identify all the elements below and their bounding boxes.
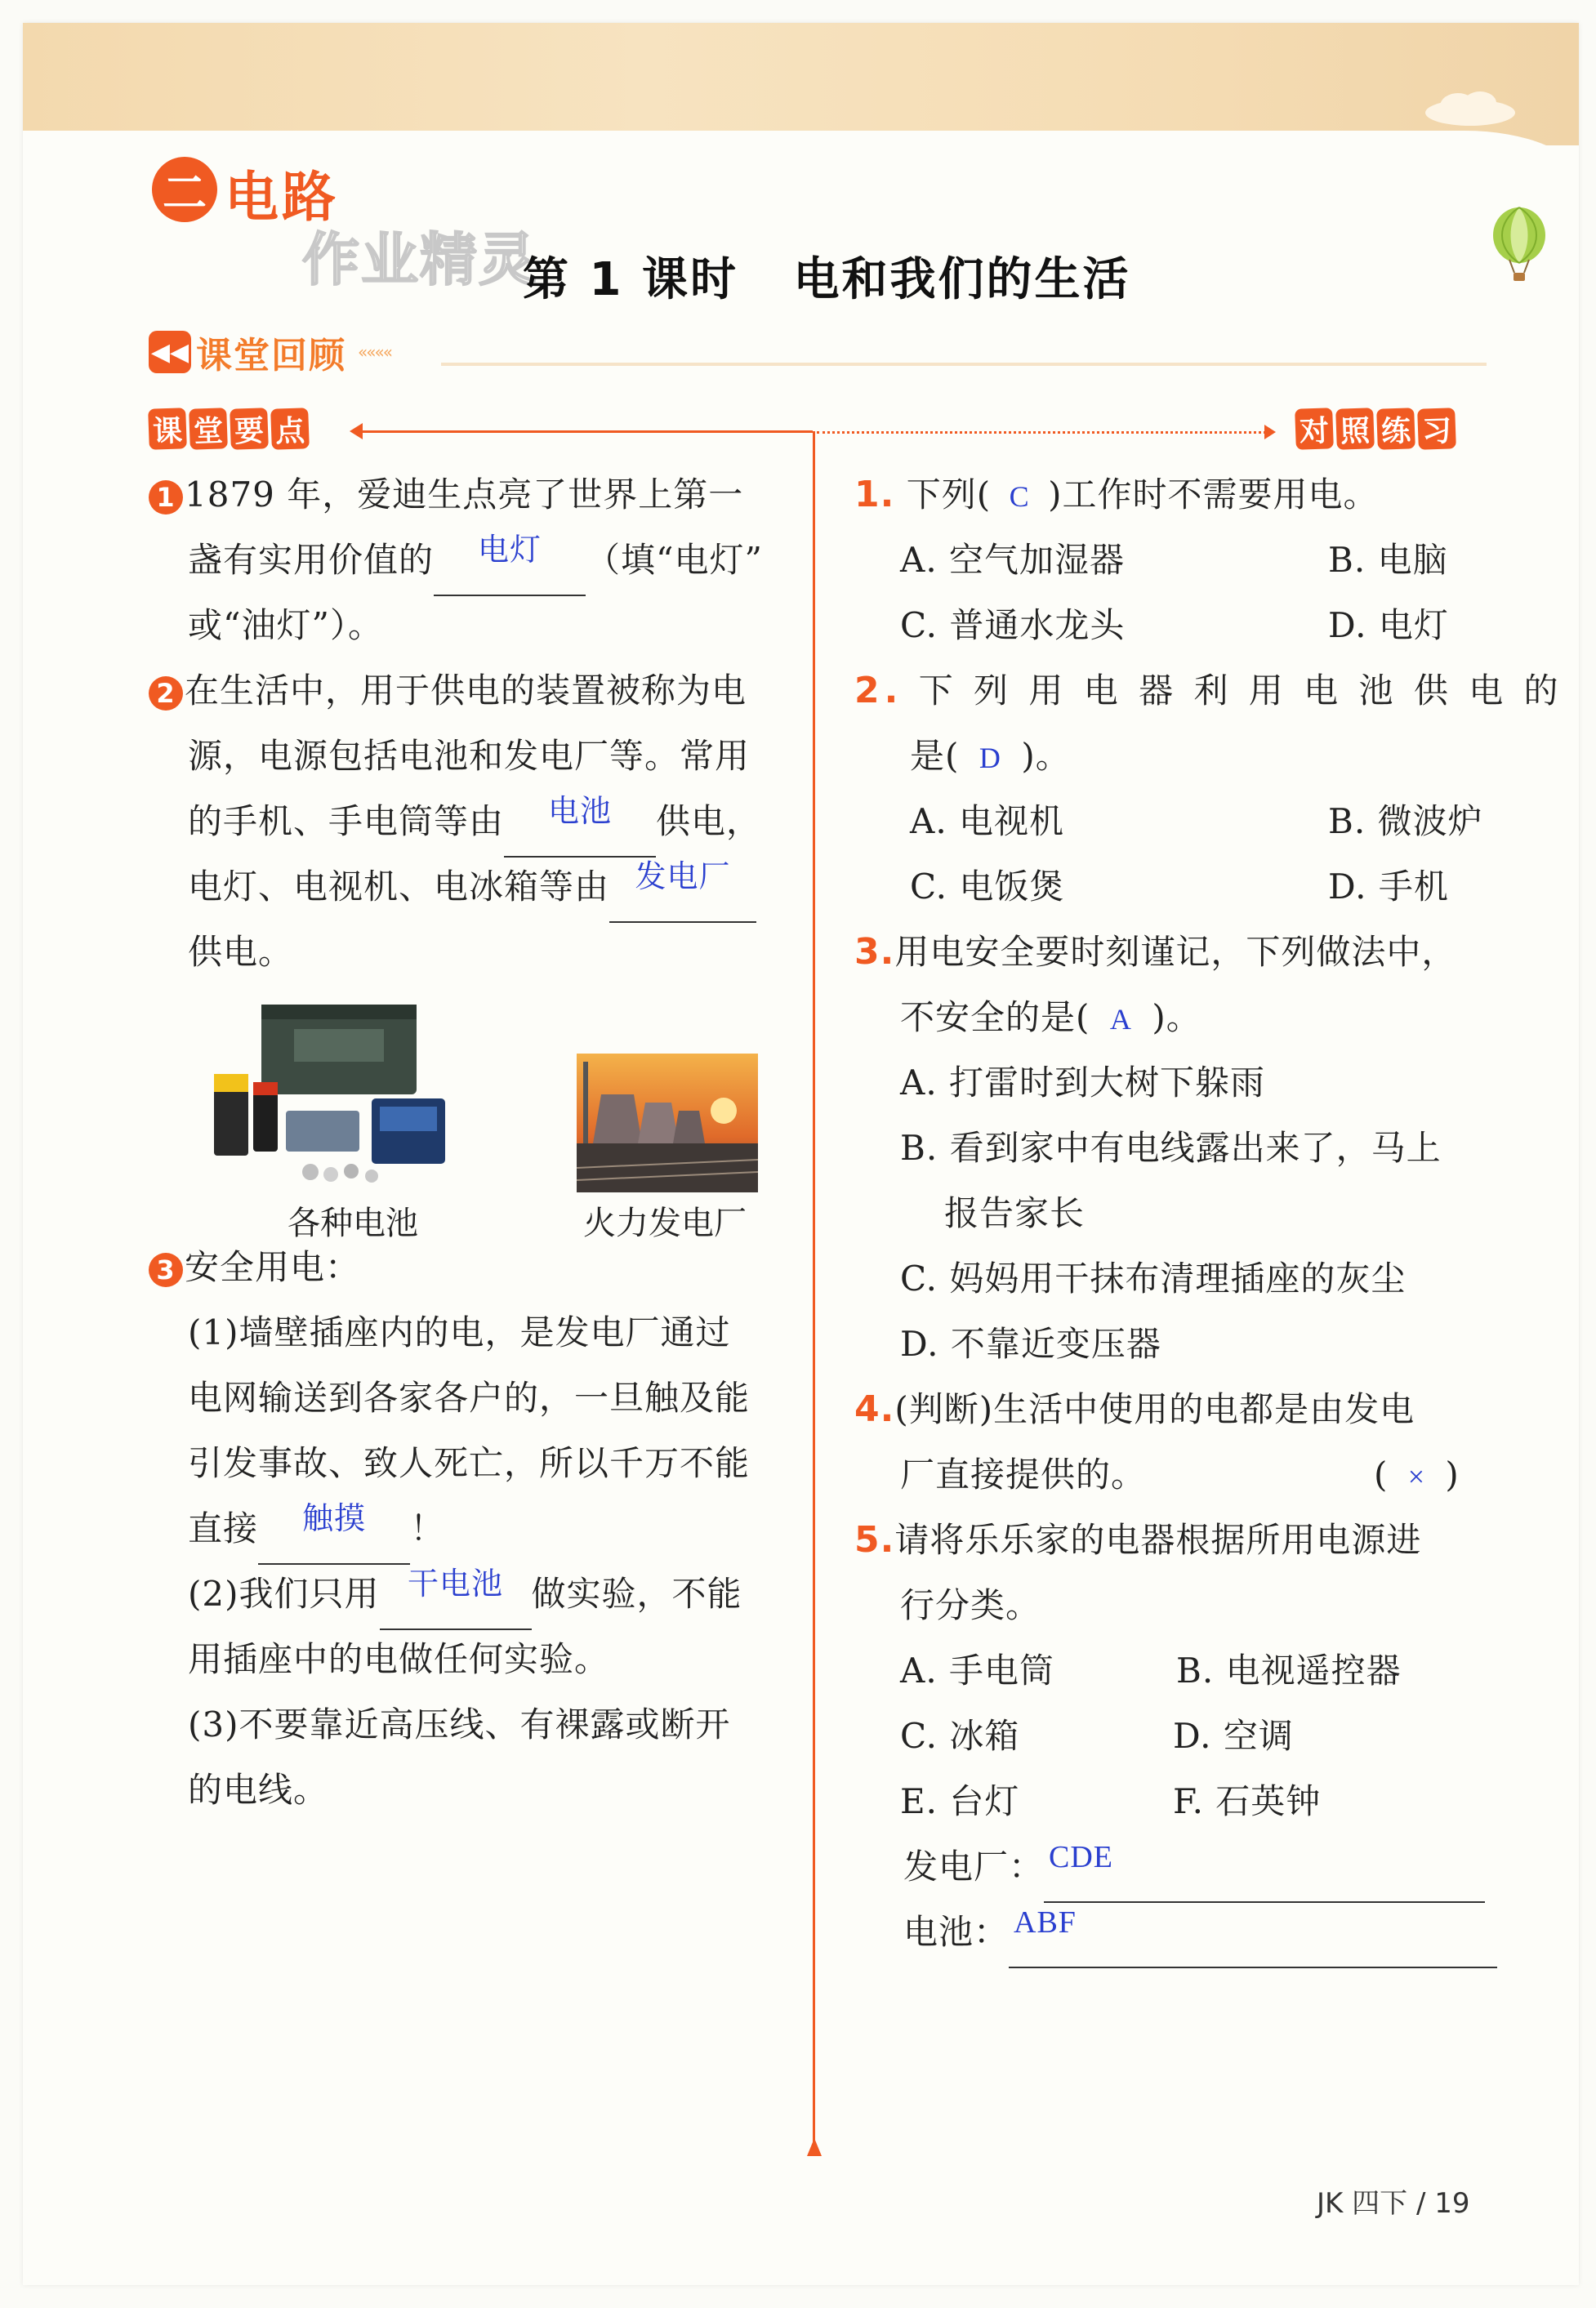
question-number: 5. (854, 1519, 895, 1561)
left-arrow-head-icon (350, 423, 363, 439)
lesson-title: 第 1 课时 电和我们的生活 (523, 253, 1131, 306)
point-3-line-6: 用插座中的电做任何实验。 (188, 1639, 610, 1679)
point-3-line-2: 电网输送到各家各户的，一旦触及能 (188, 1378, 751, 1418)
tag-char: 练 (1376, 408, 1415, 450)
chevron-decoration-icon: «««« (358, 342, 391, 362)
q5-option-d: D. 空调 (1173, 1716, 1294, 1756)
caption-batteries: 各种电池 (288, 1205, 418, 1242)
q3-option-a: A. 打雷时到大树下躲雨 (900, 1063, 1266, 1103)
answer-blank: 发电厂 (609, 854, 756, 923)
review-underline (441, 363, 1487, 366)
q1-option-d: D. 电灯 (1328, 605, 1449, 645)
q5-option-b: B. 电视遥控器 (1176, 1651, 1402, 1691)
q3-option-d: D. 不靠近变压器 (900, 1324, 1161, 1364)
left-arrow-line (359, 430, 813, 433)
q5-option-a: A. 手电筒 (900, 1651, 1055, 1691)
answer-blank: 电池 (504, 789, 656, 858)
question-5-stem: 5.请将乐乐家的电器根据所用电源进 (854, 1519, 1422, 1561)
point-3-line-3: 引发事故、致人死亡，所以千万不能 (188, 1443, 751, 1483)
unit-number-badge: 二 (152, 157, 217, 222)
answer-blank: 触摸 (258, 1496, 410, 1565)
q1-option-a: A. 空气加湿器 (900, 540, 1126, 580)
question-4-judge-bracket: ( × ) (1374, 1455, 1460, 1495)
q5-option-e: E. 台灯 (900, 1781, 1020, 1821)
question-3-stem: 3.用电安全要时刻谨记，下列做法中， (854, 931, 1457, 973)
tag-char: 课 (148, 408, 187, 450)
q1-option-c: C. 普通水龙头 (900, 605, 1126, 645)
point-2-line-3: 的手机、手电筒等由 电池 供电， (188, 789, 761, 858)
watermark: 作业精灵 (302, 226, 537, 293)
question-2-stem-line-2: 是( D )。 (910, 736, 1071, 776)
review-label: 课堂回顾 (196, 335, 346, 376)
q5-power-plant-row: 发电厂： CDE (903, 1834, 1485, 1903)
rewind-icon: ◀◀ (149, 331, 191, 373)
right-dotted-line (817, 431, 1266, 434)
answer-blank: CDE (1044, 1834, 1485, 1903)
question-number: 2. (854, 670, 903, 711)
point-3-line-1: (1)墙壁插座内的电，是发电厂通过 (188, 1312, 731, 1352)
review-section-bar (149, 327, 391, 377)
tag-char: 堂 (189, 408, 228, 450)
point-3-line-0: 3 安全用电： (149, 1235, 360, 1300)
q3-option-c: C. 妈妈用干抹布清理插座的灰尘 (900, 1259, 1407, 1299)
question-4-stem-line-2: 厂直接提供的。 (900, 1455, 1147, 1495)
page-number: JK 四下 / 19 (1317, 2187, 1470, 2220)
section-tag-practice (1295, 408, 1459, 449)
tag-char: 习 (1417, 408, 1456, 450)
column-divider (813, 431, 815, 2146)
caption-power-plant: 火力发电厂 (583, 1205, 747, 1242)
q1-option-b: B. 电脑 (1328, 540, 1448, 580)
point-2-line-4: 电灯、电视机、电冰箱等由 发电厂 (188, 854, 756, 923)
point-number-badge: 2 (149, 676, 183, 711)
batteries-image (204, 996, 531, 1192)
answer-blank: 电灯 (434, 528, 586, 596)
q5-option-f: F. 石英钟 (1173, 1781, 1322, 1821)
tag-char: 对 (1295, 408, 1334, 450)
hot-air-balloon-icon (1488, 206, 1550, 284)
cloud-icon (1421, 88, 1519, 129)
question-1-stem: 1. 下列( C )工作时不需要用电。 (854, 474, 1379, 515)
point-1-line-3: 或“油灯”）。 (188, 605, 383, 645)
q3-option-b-line-2: 报告家长 (944, 1193, 1086, 1233)
point-3-line-5: (2)我们只用 干电池 做实验，不能 (188, 1562, 742, 1630)
question-5-stem-line-2: 行分类。 (900, 1585, 1041, 1625)
point-3-line-4: 直接 触摸 ！ (188, 1496, 445, 1565)
question-3-stem-line-2: 不安全的是( A )。 (900, 997, 1201, 1037)
q2-option-c: C. 电饭煲 (910, 867, 1065, 907)
point-number-badge: 1 (149, 480, 183, 515)
answer-blank: 干电池 (380, 1562, 532, 1630)
tag-char: 照 (1335, 408, 1375, 450)
section-tag-key-points (149, 408, 312, 449)
tag-char: 点 (270, 408, 310, 450)
point-1-line-1: 1 1879 年，爱迪生点亮了世界上第一 (149, 462, 743, 528)
top-banner (23, 23, 1579, 145)
unit-title: 电路 (225, 166, 339, 229)
question-number: 3. (854, 931, 895, 973)
point-number-badge: 3 (149, 1253, 183, 1287)
point-3-line-7: (3)不要靠近高压线、有裸露或断开 (188, 1704, 731, 1744)
question-2-stem: 2. 下 列 用 电 器 利 用 电 池 供 电 的 (854, 670, 1563, 711)
point-2-line-2: 源，电源包括电池和发电厂等。常用 (188, 736, 751, 776)
question-number: 1. (854, 474, 895, 515)
point-1-line-2: 盏有实用价值的 电灯 （填“电灯” (188, 528, 763, 596)
answer: A (1109, 1003, 1132, 1036)
point-3-line-8: 的电线。 (188, 1770, 329, 1810)
answer: C (1009, 480, 1030, 513)
power-plant-image (577, 1054, 758, 1192)
q5-battery-row: 电池： ABF (903, 1900, 1497, 1968)
q2-option-a: A. 电视机 (910, 801, 1065, 841)
divider-tip-icon (807, 2138, 822, 2156)
point-2-line-1: 2 在生活中，用于供电的装置被称为电 (149, 658, 747, 724)
answer: D (979, 742, 1001, 774)
right-arrow-head-icon (1264, 425, 1276, 439)
answer: × (1407, 1460, 1426, 1493)
question-number: 4. (854, 1388, 895, 1430)
point-2-line-5: 供电。 (188, 932, 294, 972)
q2-option-d: D. 手机 (1328, 867, 1449, 907)
question-4-stem: 4.(判断)生活中使用的电都是由发电 (854, 1388, 1415, 1430)
q5-option-c: C. 冰箱 (900, 1716, 1020, 1756)
q3-option-b-line-1: B. 看到家中有电线露出来了，马上 (900, 1128, 1442, 1168)
answer-blank: ABF (1009, 1900, 1497, 1968)
tag-char: 要 (230, 408, 269, 450)
q2-option-b: B. 微波炉 (1328, 801, 1483, 841)
